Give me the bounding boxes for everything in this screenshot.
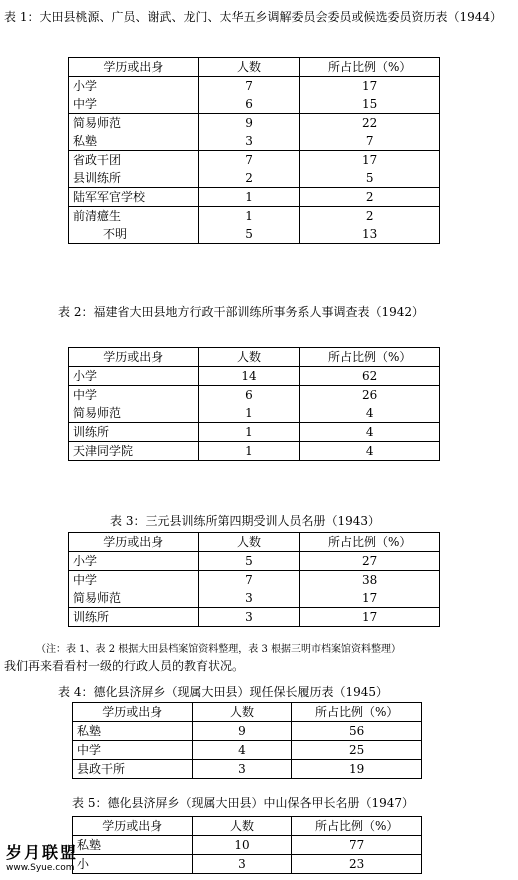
cell: 2	[300, 207, 440, 226]
cell: 14	[198, 367, 300, 386]
cell: 1	[198, 423, 300, 442]
table-row	[69, 77, 440, 96]
table-row	[73, 722, 422, 741]
cell: 天津同学院	[69, 442, 199, 461]
table2	[68, 347, 440, 461]
cell: 4	[300, 442, 440, 461]
header-cell: 学历或出身	[73, 817, 193, 836]
cell: 25	[292, 741, 422, 760]
cell: 省政干团	[69, 151, 199, 170]
cell: 4	[192, 741, 292, 760]
cell: 17	[300, 77, 440, 96]
cell: 6	[198, 386, 300, 405]
watermark	[6, 840, 96, 873]
cell: 简易师范	[69, 589, 199, 608]
cell: 7	[198, 77, 300, 96]
cell: 13	[300, 225, 440, 244]
header-cell: 学历或出身	[69, 348, 199, 367]
header-cell: 学历或出身	[73, 703, 193, 722]
table-row	[69, 552, 440, 571]
table-row	[69, 95, 440, 114]
cell: 22	[300, 114, 440, 133]
header-cell: 学历或出身	[69, 533, 199, 552]
table-row	[69, 225, 440, 244]
table5-caption: 表 5：德化县济屏乡（现属大田县）中山保各甲长名册（1947）	[72, 796, 414, 810]
table1	[68, 57, 440, 244]
table-row	[69, 386, 440, 405]
table-row	[69, 423, 440, 442]
table-row	[73, 760, 422, 779]
cell: 3	[192, 760, 292, 779]
header-cell: 人数	[192, 817, 292, 836]
cell: 26	[300, 386, 440, 405]
table4	[72, 702, 422, 779]
cell: 2	[198, 169, 300, 188]
header-cell: 学历或出身	[69, 58, 199, 77]
table-header-row	[69, 58, 440, 77]
cell: 10	[192, 836, 292, 855]
cell: 1	[198, 442, 300, 461]
table5	[72, 816, 422, 874]
cell: 9	[198, 114, 300, 133]
header-cell: 人数	[192, 703, 292, 722]
header-cell: 所占比例（%）	[292, 703, 422, 722]
cell: 2	[300, 188, 440, 207]
cell: 县政干所	[73, 760, 193, 779]
cell: 陆军军官学校	[69, 188, 199, 207]
table-row	[73, 741, 422, 760]
cell: 7	[198, 571, 300, 590]
cell: 9	[192, 722, 292, 741]
cell: 5	[300, 169, 440, 188]
cell: 中学	[69, 95, 199, 114]
table-row	[69, 404, 440, 423]
cell: 23	[292, 855, 422, 874]
cell: 小学	[69, 77, 199, 96]
cell: 3	[198, 589, 300, 608]
table3	[68, 532, 440, 627]
cell: 训练所	[69, 423, 199, 442]
table-row	[69, 442, 440, 461]
watermark-url: www.Syue.com	[6, 863, 75, 873]
header-cell: 所占比例（%）	[300, 348, 440, 367]
table-row	[69, 114, 440, 133]
cell: 3	[198, 132, 300, 151]
table-row	[73, 836, 422, 855]
cell: 6	[198, 95, 300, 114]
table-header-row	[73, 703, 422, 722]
cell: 17	[300, 151, 440, 170]
cell: 简易师范	[69, 404, 199, 423]
table-header-row	[69, 533, 440, 552]
watermark-title: 岁月联盟	[6, 843, 79, 862]
table-header-row	[73, 817, 422, 836]
cell: 5	[198, 225, 300, 244]
header-cell: 所占比例（%）	[300, 58, 440, 77]
cell: 3	[192, 855, 292, 874]
cell: 15	[300, 95, 440, 114]
cell: 56	[292, 722, 422, 741]
header-cell: 人数	[198, 58, 300, 77]
header-cell: 所占比例（%）	[292, 817, 422, 836]
cell: 7	[198, 151, 300, 170]
cell: 3	[198, 608, 300, 627]
cell: 县训练所	[69, 169, 199, 188]
cell: 中学	[69, 386, 199, 405]
cell: 训练所	[69, 608, 199, 627]
cell: 17	[300, 589, 440, 608]
cell: 5	[198, 552, 300, 571]
cell: 私塾	[73, 722, 193, 741]
table3-caption: 表 3：三元县训练所第四期受训人员名册（1943）	[110, 514, 380, 528]
cell: 19	[292, 760, 422, 779]
cell: 4	[300, 404, 440, 423]
table-row	[69, 188, 440, 207]
header-cell: 人数	[198, 533, 300, 552]
body-paragraph: 我们再来看看村一级的行政人员的教育状况。	[4, 659, 245, 673]
cell: 中学	[69, 571, 199, 590]
cell: 4	[300, 423, 440, 442]
table-row	[69, 367, 440, 386]
cell: 27	[300, 552, 440, 571]
table-row	[69, 608, 440, 627]
cell: 简易师范	[69, 114, 199, 133]
cell: 私塾	[73, 836, 193, 855]
table-row	[69, 571, 440, 590]
cell: 62	[300, 367, 440, 386]
table-row	[69, 132, 440, 151]
cell: 38	[300, 571, 440, 590]
table1-caption: 表 1：大田县桃源、广员、谢武、龙门、太华五乡调解委员会委员或候选委员资历表（1944）	[4, 10, 502, 24]
cell: 17	[300, 608, 440, 627]
cell: 1	[198, 188, 300, 207]
cell: 77	[292, 836, 422, 855]
cell: 前清癔生	[69, 207, 199, 226]
table2-caption: 表 2：福建省大田县地方行政干部训练所事务系人事调查表（1942）	[58, 305, 424, 319]
table-row	[69, 207, 440, 226]
header-cell: 人数	[198, 348, 300, 367]
table-row	[73, 855, 422, 874]
cell: 7	[300, 132, 440, 151]
cell: 1	[198, 207, 300, 226]
table4-caption: 表 4：德化县济屏乡（现属大田县）现任保长履历表（1945）	[58, 685, 388, 699]
table-header-row	[69, 348, 440, 367]
cell: 私塾	[69, 132, 199, 151]
cell: 小学	[69, 367, 199, 386]
table-row	[69, 151, 440, 170]
header-cell: 所占比例（%）	[300, 533, 440, 552]
cell: 不明	[69, 225, 199, 244]
cell: 1	[198, 404, 300, 423]
cell: 小	[73, 855, 193, 874]
table-row	[69, 589, 440, 608]
table-row	[69, 169, 440, 188]
source-note: （注：表 1、表 2 根据大田县档案馆资料整理，表 3 根据三明市档案馆资料整理）	[36, 644, 401, 655]
cell: 中学	[73, 741, 193, 760]
cell: 小学	[69, 552, 199, 571]
